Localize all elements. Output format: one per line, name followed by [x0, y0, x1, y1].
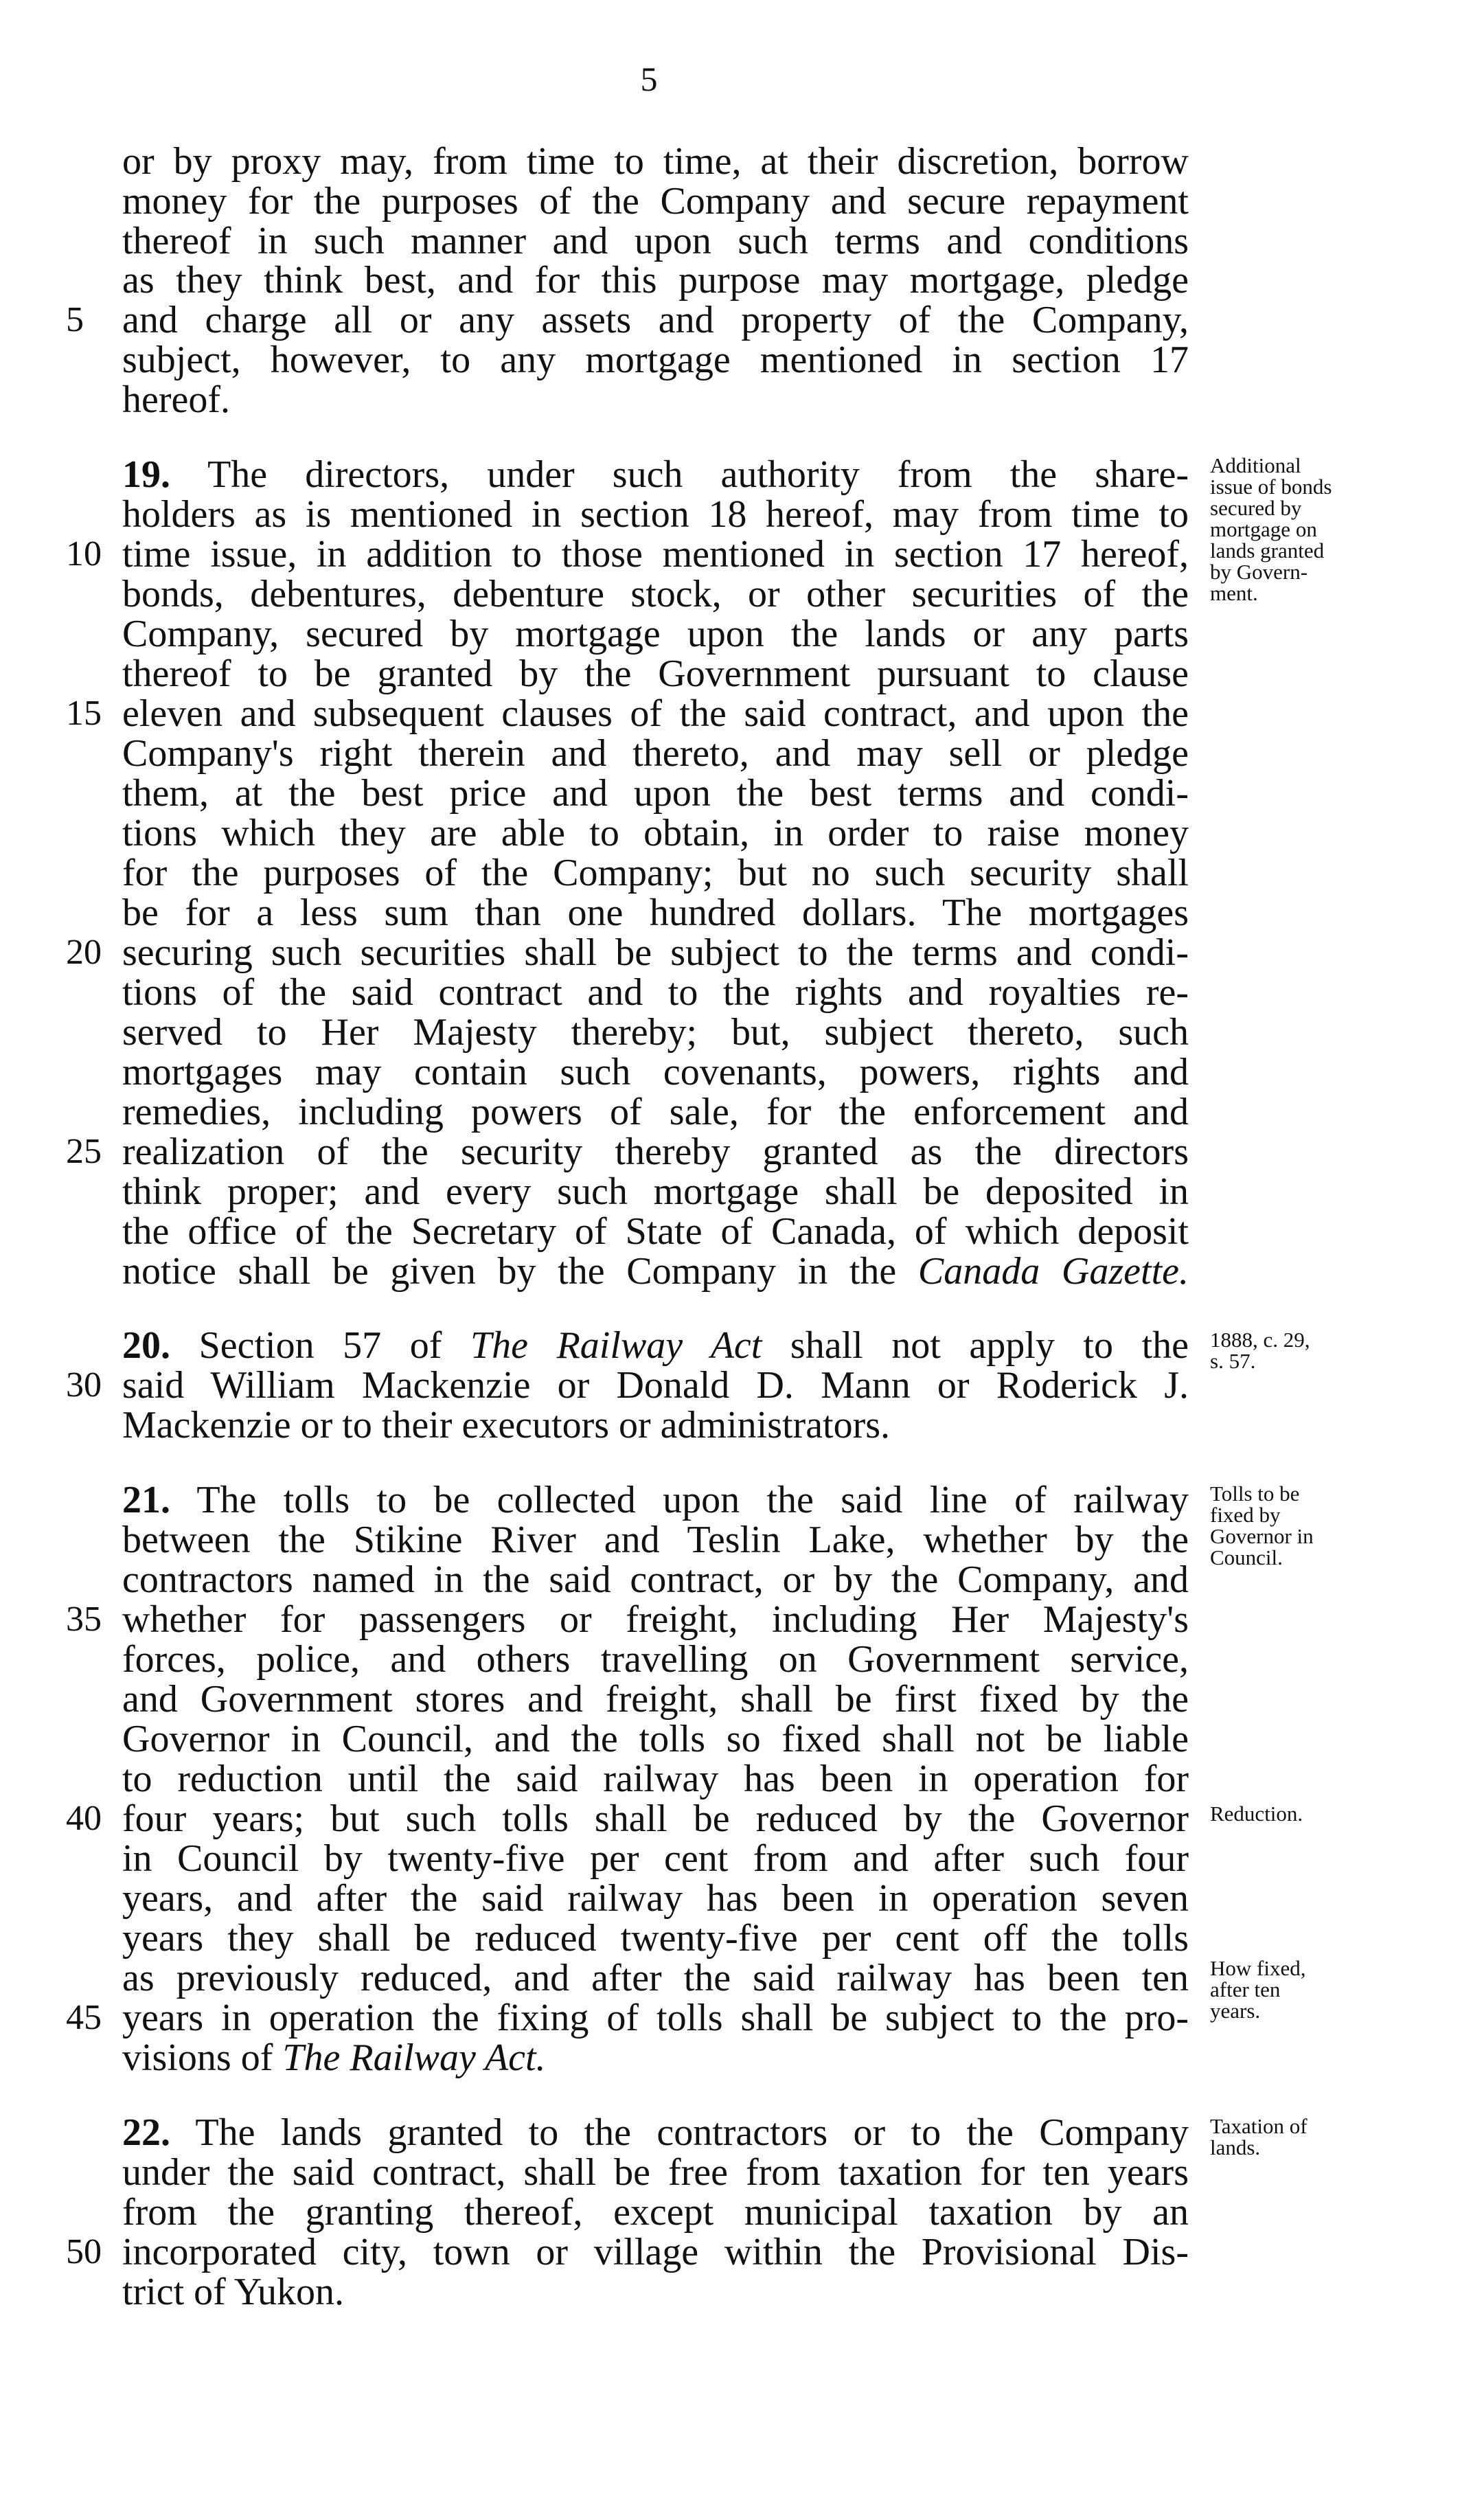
text-line: [122, 1012, 1189, 1053]
line-text: Company, secured by mortgage upon the lands or any parts: [122, 613, 1189, 655]
line-text: as they think best, and for this purpose may mortgage, pledge: [122, 259, 1189, 302]
text-line: [122, 1519, 1189, 1560]
text-line: [122, 1997, 1189, 2039]
text-line: [122, 932, 1189, 973]
line-text: whether for passengers or freight, including Her Majesty's: [122, 1598, 1189, 1641]
text-line: [122, 773, 1189, 814]
section-heading-line: [122, 1479, 1189, 1521]
line-text: mortgages may contain such covenants, powers, rights and: [122, 1051, 1189, 1093]
margin-note: How fixed, after ten years.: [1210, 1956, 1306, 2023]
text-line: [122, 534, 1189, 575]
text-line: [122, 1171, 1189, 1212]
line-text: realization of the security thereby granted as the directors: [122, 1131, 1189, 1173]
line-text: thereof to be granted by the Government pursuant to clause: [122, 652, 1189, 695]
text-line: [122, 1131, 1189, 1172]
line-number: 30: [66, 1365, 102, 1405]
line-text: incorporated city, town or village within the Provisional Dis-: [122, 2231, 1189, 2273]
line-text: served to Her Majesty thereby; but, subject thereto, such: [122, 1011, 1189, 1054]
text-line: [122, 1405, 1189, 1446]
line-text: time issue, in addition to those mentioned in section 17 hereof,: [122, 533, 1189, 576]
text-line: [122, 733, 1189, 774]
text-line: [122, 379, 1189, 420]
line-number: 40: [66, 1799, 102, 1838]
line-number: 35: [66, 1600, 102, 1639]
line-number: 5: [66, 300, 84, 339]
section-heading-line: [122, 454, 1189, 495]
text-line: [122, 972, 1189, 1013]
line-text: or by proxy may, from time to time, at their discretion, borrow: [122, 140, 1189, 183]
line-text: The lands granted to the contractors or to the Company: [170, 2111, 1189, 2154]
text-line: [122, 1365, 1189, 1406]
line-number: 20: [66, 933, 102, 972]
text-line: [122, 260, 1189, 301]
line-number: 45: [66, 1998, 102, 2037]
text-line: [122, 1599, 1189, 1640]
text-line: [122, 181, 1189, 222]
line-text: visions of: [122, 2036, 283, 2079]
text-line: [122, 1918, 1189, 1959]
line-text: Mackenzie or to their executors or administrators.: [122, 1404, 891, 1446]
line-text: and Government stores and freight, shall be first fixed by the: [122, 1678, 1189, 1721]
line-text: years in operation the fixing of tolls shall be subject to the pro-: [122, 1997, 1189, 2039]
italic-title: The Railway Act.: [282, 2036, 546, 2079]
line-text: for the purposes of the Company; but no such security shall: [122, 852, 1189, 894]
text-line: [122, 2192, 1189, 2233]
line-text: securing such securities shall be subject to the terms and condi-: [122, 931, 1189, 974]
section-number: 19.: [122, 453, 170, 496]
line-text: between the Stikine River and Teslin Lake, whether by the: [122, 1519, 1189, 1561]
line-number: 15: [66, 694, 102, 733]
text-line: [122, 1052, 1189, 1093]
margin-note: Additional issue of bonds secured by mortgage on lands granted by Govern- ment.: [1210, 453, 1332, 605]
line-text: Governor in Council, and the tolls so fixed shall not be liable: [122, 1718, 1189, 1760]
text-line: [122, 852, 1189, 894]
line-text: holders as is mentioned in section 18 hereof, may from time to: [122, 493, 1189, 536]
text-line: [122, 1878, 1189, 1919]
line-text: be for a less sum than one hundred dollars. The mortgages: [122, 892, 1189, 934]
text-line: [122, 141, 1189, 182]
line-text: The tolls to be collected upon the said line of railway: [170, 1479, 1189, 1521]
line-text: to reduction until the said railway has been in operation for: [122, 1758, 1189, 1800]
line-text: years, and after the said railway has been in operation seven: [122, 1877, 1189, 1920]
line-text: trict of Yukon.: [122, 2271, 344, 2313]
text-line: [122, 220, 1189, 262]
text-line: [122, 339, 1189, 381]
line-text: years they shall be reduced twenty-five per cent off the tolls: [122, 1917, 1189, 1960]
line-text: from the granting thereof, except municipal taxation by an: [122, 2191, 1189, 2234]
line-text: them, at the best price and upon the best terms and condi-: [122, 772, 1189, 815]
section-number: 22.: [122, 2111, 170, 2154]
italic-title: The Railway Act: [470, 1324, 762, 1367]
text-line: [122, 1679, 1189, 1720]
text-line: [122, 613, 1189, 655]
margin-note: 1888, c. 29, s. 57.: [1210, 1328, 1310, 1373]
line-text: contractors named in the said contract, or by the Company, and: [122, 1558, 1189, 1601]
line-text: shall not apply to the: [762, 1324, 1189, 1367]
text-line: [122, 2152, 1189, 2193]
line-text: said William Mackenzie or Donald D. Mann or Roderick J.: [122, 1364, 1189, 1407]
text-line: [122, 574, 1189, 615]
text-line: [122, 1838, 1189, 1879]
section-heading-line: [122, 1325, 1189, 1366]
line-text: the office of the Secretary of State of Canada, of which deposit: [122, 1210, 1189, 1253]
line-number: 50: [66, 2232, 102, 2271]
text-line: [122, 653, 1189, 694]
text-line: [122, 892, 1189, 933]
text-line: [122, 693, 1189, 734]
text-line: [122, 1798, 1189, 1839]
line-text: under the said contract, shall be free from taxation for ten years: [122, 2151, 1189, 2194]
line-text: remedies, including powers of sale, for the enforcement and: [122, 1091, 1189, 1133]
line-text: tions which they are able to obtain, in order to raise money: [122, 812, 1189, 854]
line-text: and charge all or any assets and property of the Company,: [122, 299, 1189, 341]
line-text: money for the purposes of the Company and secure repayment: [122, 180, 1189, 223]
margin-note: Taxation of lands.: [1210, 2114, 1308, 2159]
line-text: Company's right therein and thereto, and may sell or pledge: [122, 732, 1189, 775]
text-line: [122, 2271, 1189, 2313]
line-text: hereof.: [122, 378, 231, 421]
line-text: think proper; and every such mortgage shall be deposited in: [122, 1170, 1189, 1213]
text-line: [122, 1559, 1189, 1600]
line-text: eleven and subsequent clauses of the said contract, and upon the: [122, 692, 1189, 735]
text-line: [122, 1091, 1189, 1133]
section-number: 21.: [122, 1479, 170, 1521]
line-text: The directors, under such authority from the share-: [170, 453, 1189, 496]
line-text: bonds, debentures, debenture stock, or other securities of the: [122, 573, 1189, 615]
text-line: [122, 1211, 1189, 1252]
line-number: 10: [66, 534, 102, 574]
line-text: subject, however, to any mortgage mentioned in section 17: [122, 339, 1189, 381]
line-text: four years; but such tolls shall be reduced by the Governor: [122, 1797, 1189, 1840]
text-line: [122, 813, 1189, 854]
text-line: [122, 1718, 1189, 1760]
text-line: [122, 494, 1189, 535]
line-text: Section 57 of: [170, 1324, 470, 1367]
section-heading-line: [122, 2112, 1189, 2153]
text-line: [122, 1251, 1189, 1292]
line-text: in Council by twenty-five per cent from and after such four: [122, 1837, 1189, 1880]
italic-title: Canada Gazette.: [917, 1250, 1189, 1293]
line-text: thereof in such manner and upon such terms and conditions: [122, 220, 1189, 262]
line-number: 25: [66, 1132, 102, 1171]
text-line: [122, 299, 1189, 341]
line-text: notice shall be given by the Company in the: [122, 1250, 918, 1293]
margin-note: Reduction.: [1210, 1802, 1303, 1826]
line-text: as previously reduced, and after the said railway has been ten: [122, 1957, 1189, 1999]
text-line: [122, 2232, 1189, 2273]
text-line: [122, 2037, 1189, 2078]
margin-note: Tolls to be fixed by Governor in Council.: [1210, 1481, 1314, 1569]
page-number: 5: [640, 60, 658, 98]
text-line: [122, 1957, 1189, 1999]
section-number: 20.: [122, 1324, 170, 1367]
line-text: forces, police, and others travelling on Government service,: [122, 1638, 1189, 1681]
text-line: [122, 1639, 1189, 1680]
line-text: tions of the said contract and to the rights and royalties re-: [122, 971, 1189, 1014]
text-line: [122, 1758, 1189, 1800]
